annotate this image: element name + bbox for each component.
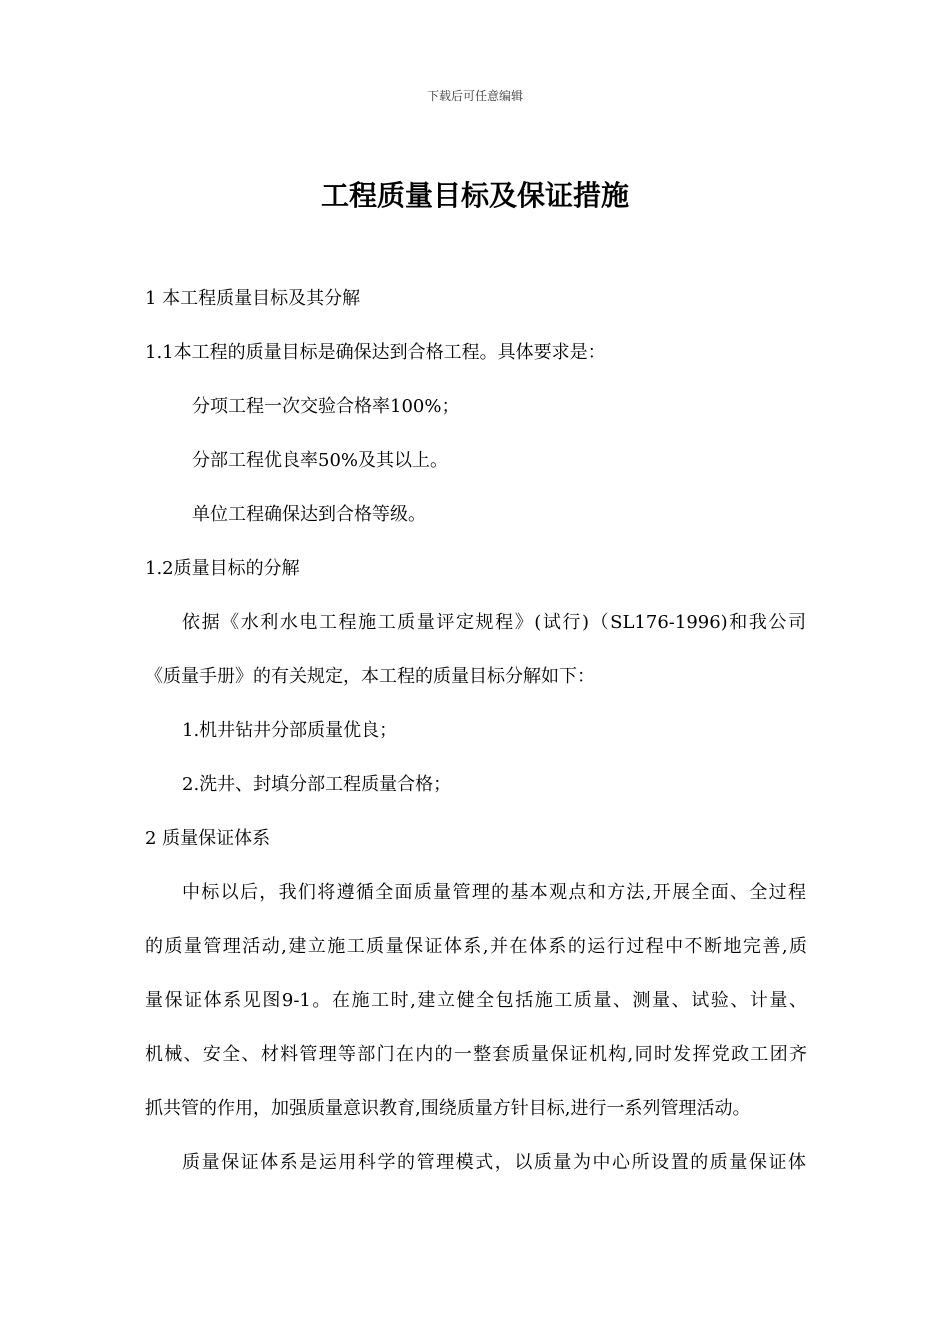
paragraph-line: 抓共管的作用，加强质量意识教育,围绕质量方针目标,进行一系列管理活动。 — [145, 1098, 751, 1119]
section-heading-1: 1 本工程质量目标及其分解 — [145, 288, 361, 309]
list-item: 1.机井钻井分部质量优良； — [182, 720, 398, 741]
paragraph-line: 量保证体系见图9-1。在施工时,建立健全包括施工质量、测量、试验、计量、 — [145, 990, 807, 1011]
requirement-item: 单位工程确保达到合格等级。 — [192, 504, 426, 525]
list-item: 2.洗井、封填分部工程质量合格； — [182, 774, 452, 795]
subsection-heading-1-1: 1.1本工程的质量目标是确保达到合格工程。具体要求是： — [145, 342, 606, 363]
section-heading-2: 2 质量保证体系 — [145, 828, 271, 849]
paragraph-line: 中标以后，我们将遵循全面质量管理的基本观点和方法,开展全面、全过程 — [182, 882, 806, 903]
page-header-note: 下载后可任意编辑 — [426, 89, 523, 103]
subsection-heading-1-2: 1.2质量目标的分解 — [145, 558, 300, 579]
paragraph-line: 《质量手册》的有关规定，本工程的质量目标分解如下： — [145, 666, 595, 687]
requirement-item: 分部工程优良率50%及其以上。 — [192, 450, 449, 471]
paragraph-line: 质量保证体系是运用科学的管理模式，以质量为中心所设置的质量保证体 — [182, 1152, 806, 1173]
requirement-item: 分项工程一次交验合格率100%； — [192, 396, 460, 417]
document-title: 工程质量目标及保证措施 — [320, 179, 629, 212]
paragraph-line: 机械、安全、材料管理等部门在内的一整套质量保证机构,同时发挥党政工团齐 — [145, 1044, 807, 1065]
paragraph-line: 的质量管理活动,建立施工质量保证体系,并在体系的运行过程中不断地完善,质 — [145, 936, 807, 957]
paragraph-line: 依据《水利水电工程施工质量评定规程》(试行)（SL176-1996)和我公司 — [182, 612, 806, 633]
